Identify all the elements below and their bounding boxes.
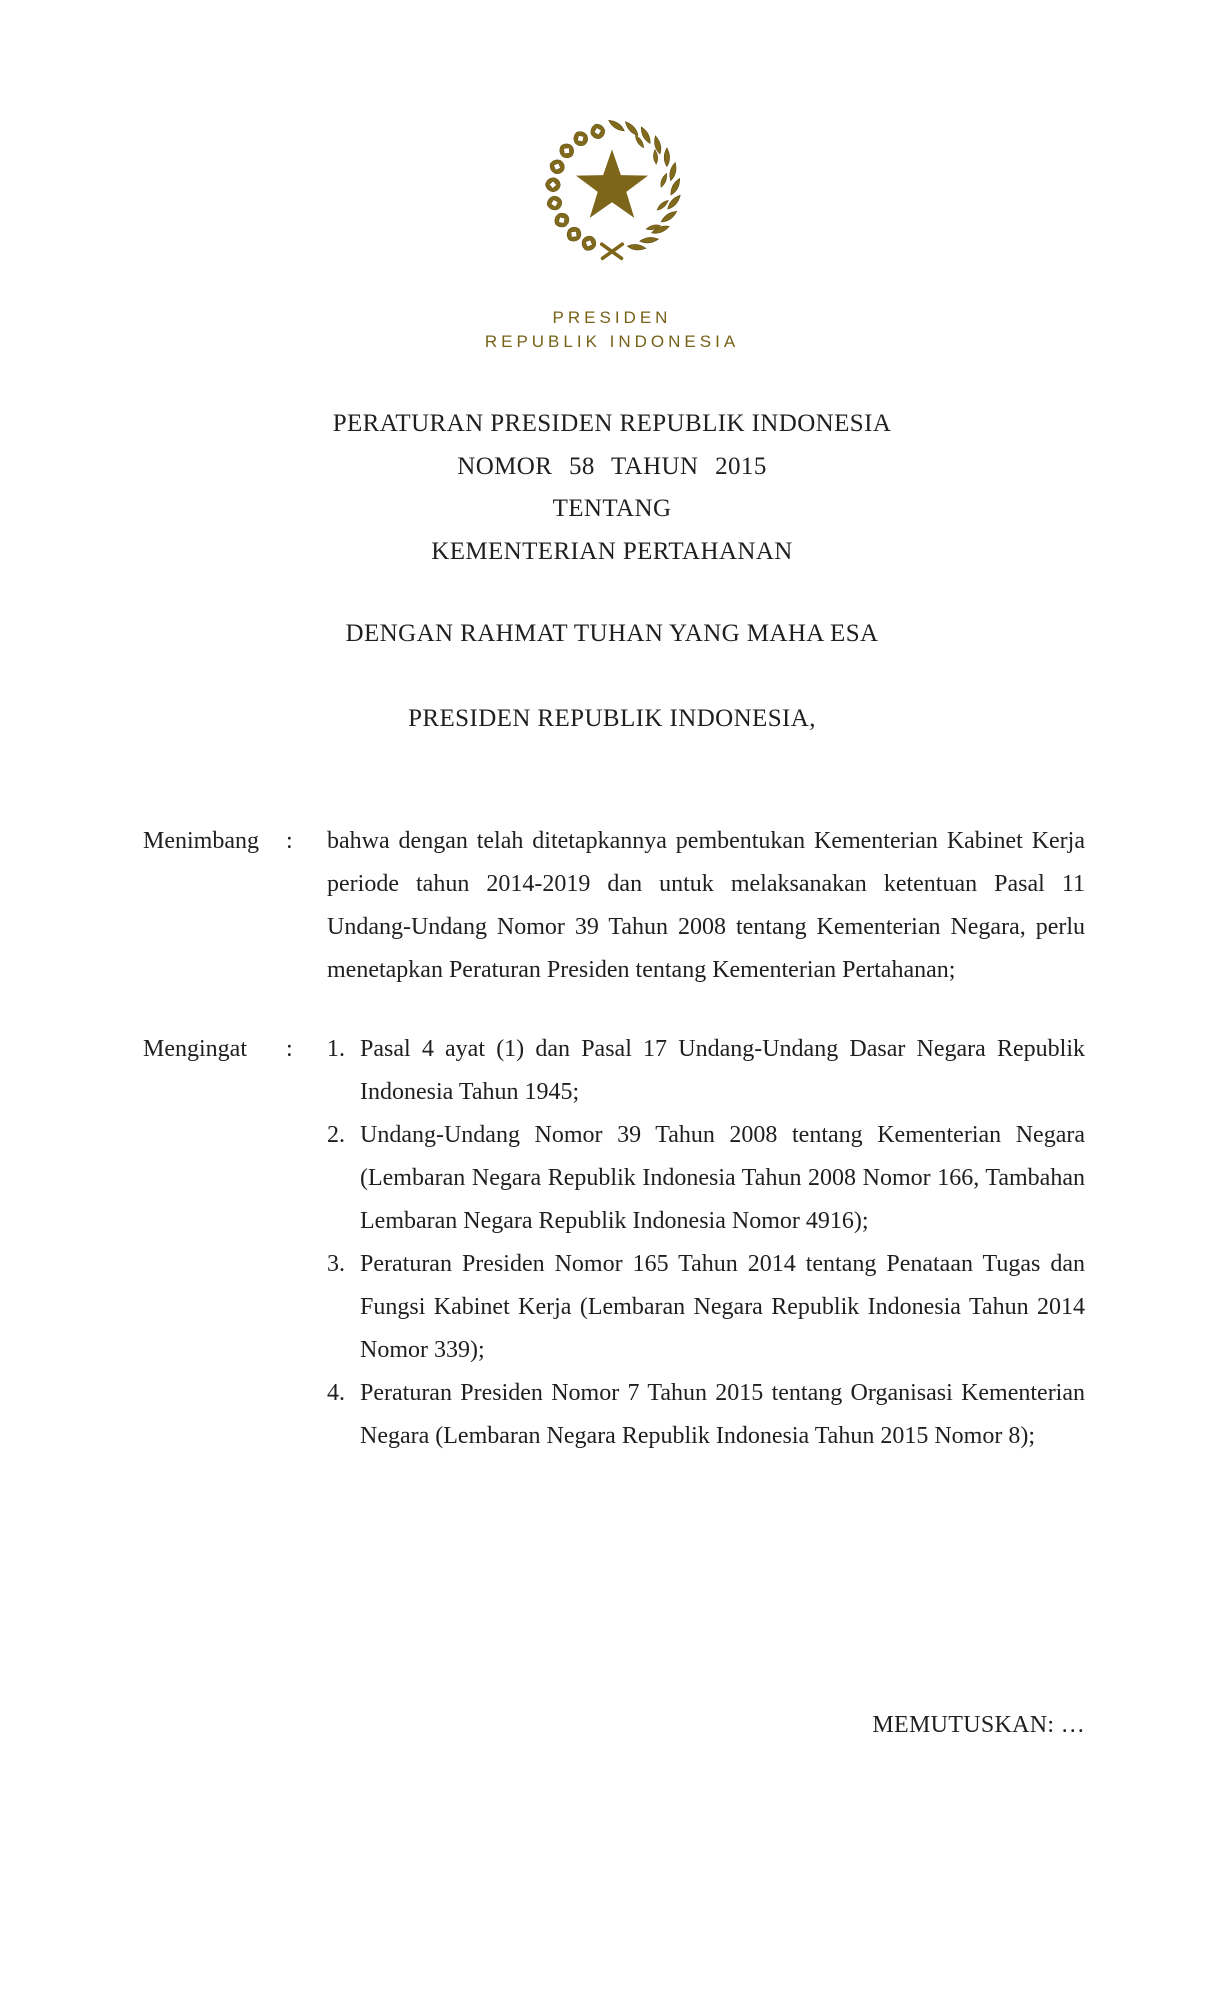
list-item: [327, 1028, 1085, 1114]
authority-line: PRESIDEN REPUBLIK INDONESIA,: [408, 705, 816, 732]
title-tentang-line: TENTANG: [552, 495, 672, 522]
list-item-text: Pasal 4 ayat (1) dan Pasal 17 Undang-Undang Dasar Negara Republik Indonesia Tahun 1945;: [360, 1036, 1085, 1105]
list-item-number: 4.: [327, 1380, 345, 1406]
list-item-text: Peraturan Presiden Nomor 165 Tahun 2014 tentang Penataan Tugas dan Fungsi Kabinet Kerja (Lembaran Negara Republik Indonesia Tahun 2014 Nomor 339);: [360, 1251, 1085, 1363]
list-item-text: Undang-Undang Nomor 39 Tahun 2008 tentang Kementerian Negara (Lembaran Negara Republik Indonesia Tahun 2008 Nomor 166, Tambahan Lembaran Negara Republik Indonesia Nomor 4916);: [360, 1122, 1085, 1234]
considering-label: Menimbang: [143, 828, 259, 854]
letterhead: [0, 306, 1224, 354]
letterhead-line1: PRESIDEN: [552, 308, 672, 327]
star-shape: [576, 149, 648, 218]
considering-text: bahwa dengan telah ditetapkannya pembentukan Kementerian Kabinet Kerja periode tahun 2014-2019 dan untuk melaksanakan ketentuan Pasal 11 Undang-Undang Nomor 39 Tahun 2008 tentang Kementerian Negara, perlu menetapkan Peraturan Presiden tentang Kementerian Pertahanan;: [327, 828, 1085, 983]
presidential-seal-icon: [533, 112, 691, 272]
list-item-number: 2.: [327, 1122, 345, 1148]
recalling-list: [327, 1028, 1085, 1458]
title-line1: PERATURAN PRESIDEN REPUBLIK INDONESIA: [332, 410, 892, 437]
list-item-number: 1.: [327, 1036, 345, 1062]
considering-colon: :: [286, 828, 293, 854]
recalling-label: Mengingat: [143, 1036, 247, 1062]
recalling-section: [143, 1028, 1085, 1458]
preamble-body: [143, 820, 1085, 1458]
regulation-title: [0, 403, 1224, 573]
title-subject-line: KEMENTERIAN PERTAHANAN: [431, 537, 793, 565]
decision-line: MEMUTUSKAN: …: [872, 1712, 1085, 1738]
crossed-stems: [602, 244, 623, 258]
title-number-line: NOMOR 58 TAHUN 2015: [457, 452, 767, 480]
list-item: [327, 1243, 1085, 1372]
recalling-colon: :: [286, 1036, 293, 1062]
list-item-number: 3.: [327, 1251, 345, 1277]
invocation-line: DENGAN RAHMAT TUHAN YANG MAHA ESA: [345, 620, 879, 647]
considering-section: [143, 820, 1085, 992]
letterhead-line2: REPUBLIK INDONESIA: [484, 332, 740, 351]
list-item-text: Peraturan Presiden Nomor 7 Tahun 2015 tentang Organisasi Kementerian Negara (Lembaran Negara Republik Indonesia Tahun 2015 Nomor 8);: [360, 1380, 1085, 1449]
list-item: [327, 1372, 1085, 1458]
list-item: [327, 1114, 1085, 1243]
